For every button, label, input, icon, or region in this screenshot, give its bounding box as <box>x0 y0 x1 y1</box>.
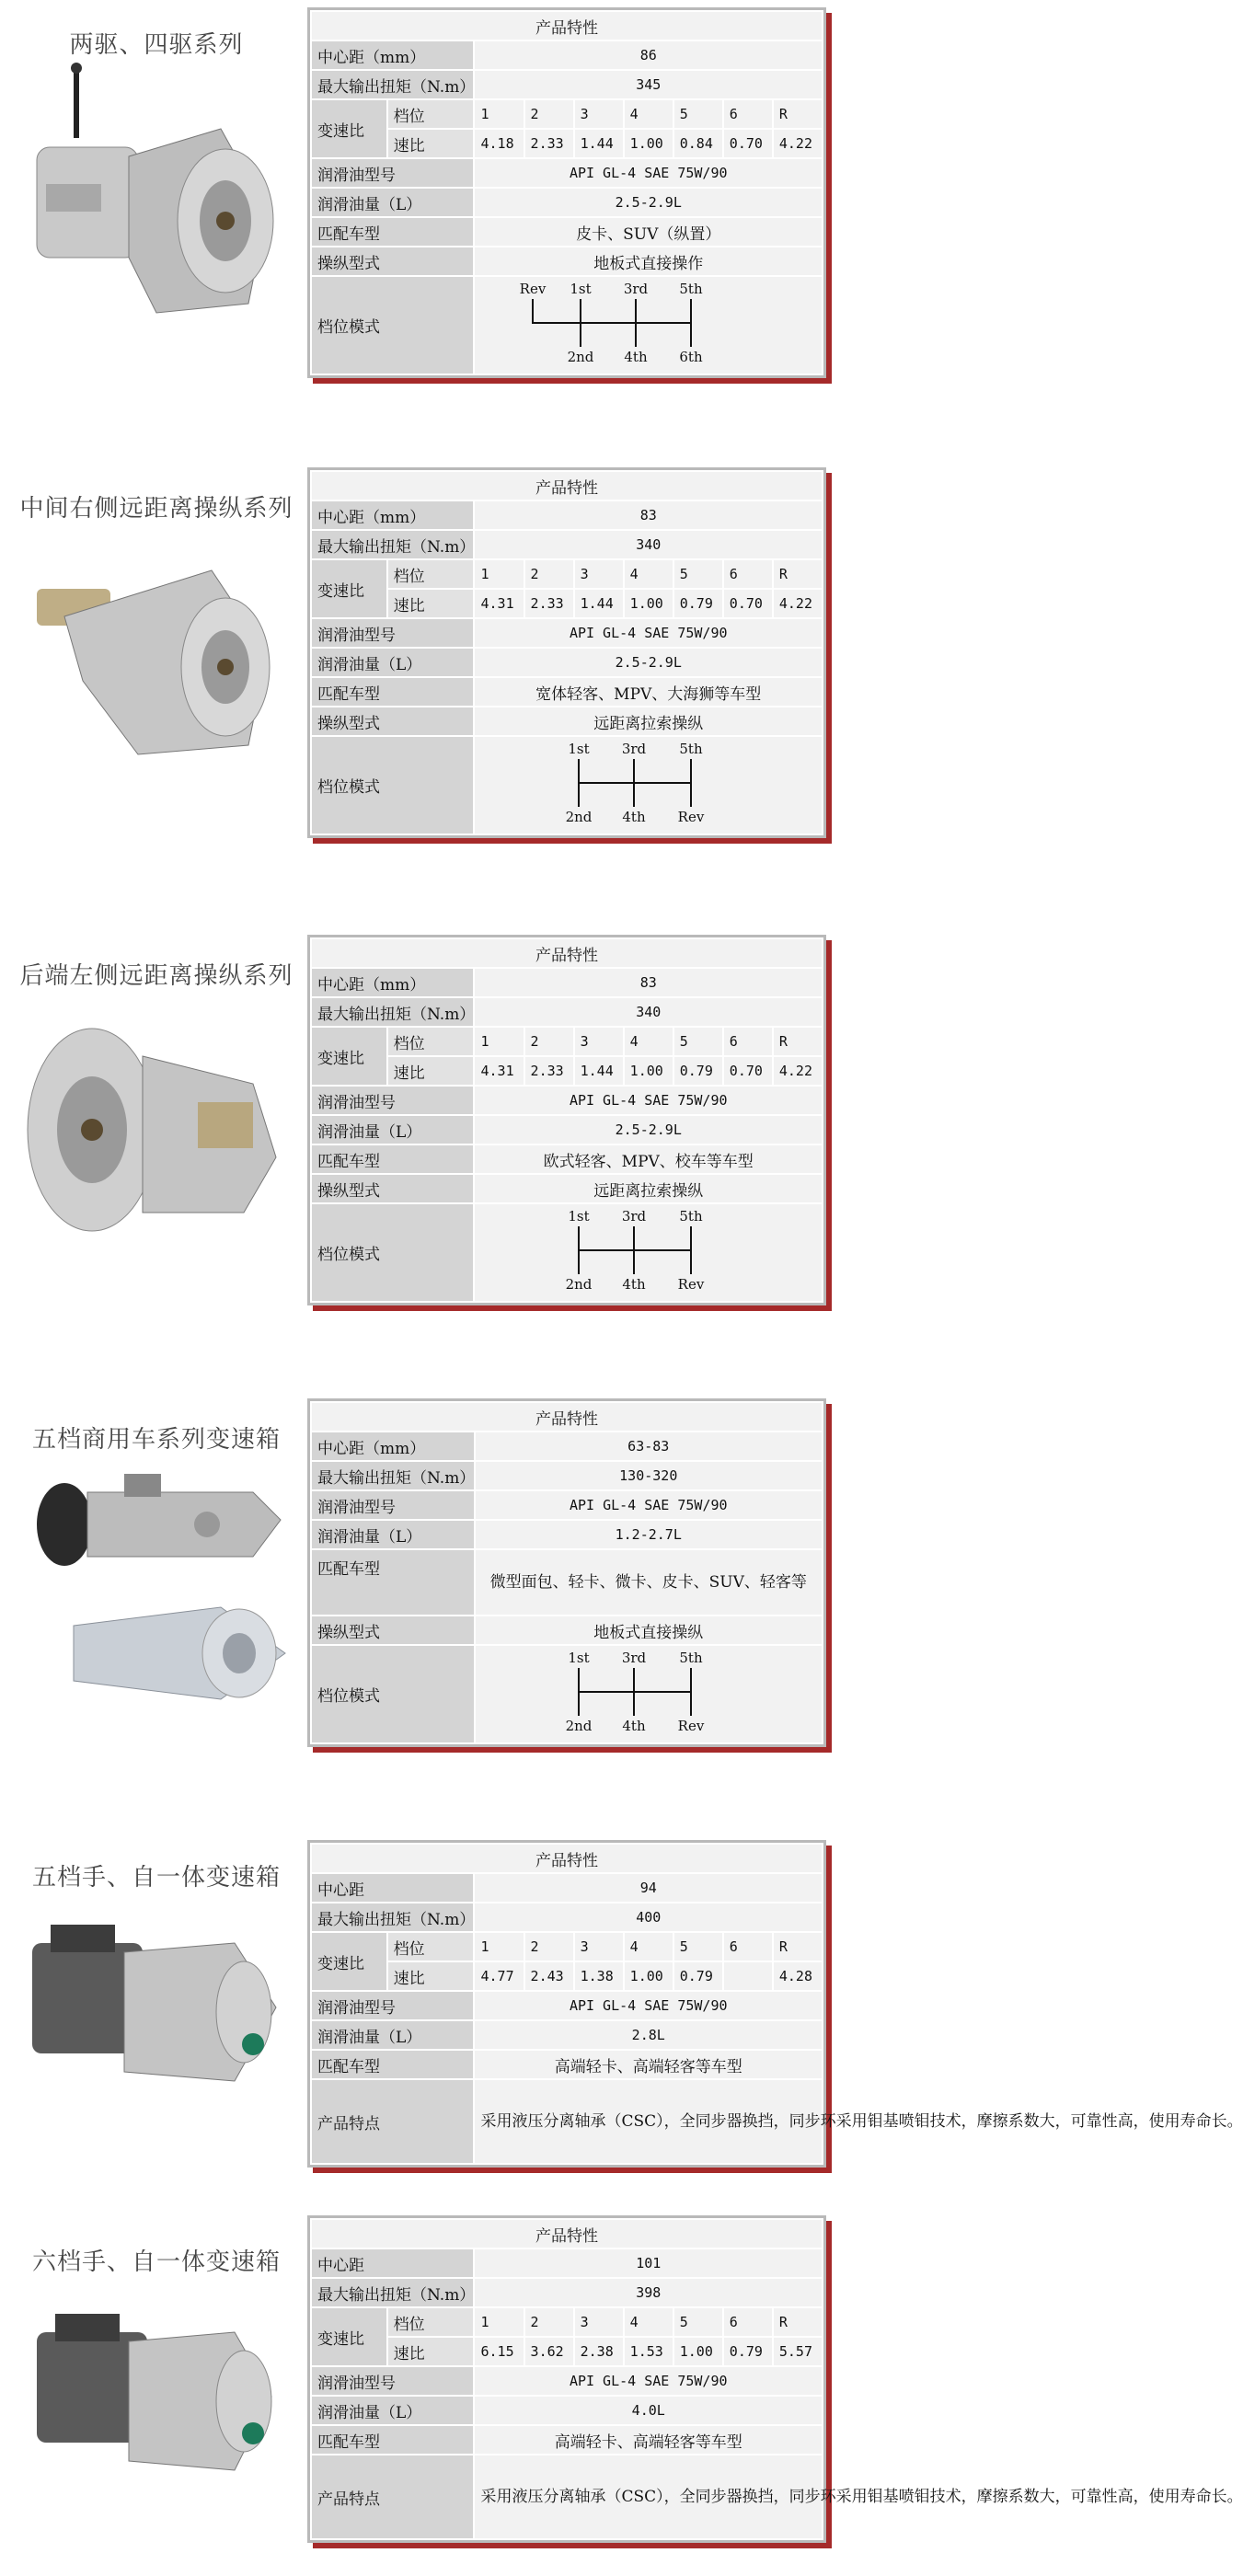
spec-table <box>307 467 826 838</box>
ratio-label: 变速比 <box>311 1932 387 1991</box>
row-value: 2.5-2.9L <box>474 1115 823 1144</box>
row-value: 2.5-2.9L <box>474 188 823 217</box>
transmission-photo <box>18 2295 285 2507</box>
row-label: 润滑油量（L） <box>311 1115 474 1144</box>
gear-1st-label: 1st <box>568 1650 590 1666</box>
gear-cell: 3 <box>574 1932 624 1961</box>
ratio-cell: 0.70 <box>723 129 773 158</box>
row-value: 83 <box>474 968 823 997</box>
row-value: 101 <box>474 2248 823 2278</box>
spec-table <box>307 1840 1243 2168</box>
gear-cell: R <box>773 99 823 129</box>
ratio-cell: 4.22 <box>773 129 823 158</box>
series-title: 五档商用车系列变速箱 <box>31 1426 281 1454</box>
row-label: 润滑油型号 <box>311 1086 474 1115</box>
ratio-cell: 1.00 <box>624 1961 673 1991</box>
feature-value: 采用液压分离轴承（CSC），全同步器换挡，同步环采用钼基喷钼技术，摩擦系数大，可靠性高，使用寿命长。 <box>474 2455 823 2539</box>
row-label: 操纵型式 <box>311 1174 474 1203</box>
ratio-cell: 1.38 <box>574 1961 624 1991</box>
ratio-cell: 1.44 <box>574 589 624 618</box>
gear-cell: 4 <box>624 2307 673 2337</box>
row-label: 匹配车型 <box>311 2425 474 2455</box>
gear-1st-label: 1st <box>568 741 590 757</box>
ratio-cell: 0.79 <box>673 1056 723 1086</box>
series-title: 中间右侧远距离操纵系列 <box>19 495 293 523</box>
row-label: 中心距（mm） <box>311 1432 475 1461</box>
ratio-cell <box>723 1961 773 1991</box>
ratio-cell: 2.33 <box>524 589 574 618</box>
series-title: 后端左侧远距离操纵系列 <box>19 962 293 990</box>
gear-3rd-label: 3rd <box>622 741 647 757</box>
table-header: 产品特性 <box>311 11 823 40</box>
ratio-label: 变速比 <box>311 559 387 618</box>
row-value: API GL-4 SAE 75W/90 <box>474 2366 823 2396</box>
feature-value: 采用液压分离轴承（CSC），全同步器换挡，同步环采用钼基喷钼技术，摩擦系数大，可靠性高，使用寿命长。 <box>474 2079 823 2164</box>
row-label: 润滑油量（L） <box>311 648 474 677</box>
gear-cell: 1 <box>474 99 524 129</box>
ratio-label: 变速比 <box>311 2307 387 2366</box>
gear-cell: R <box>773 559 823 589</box>
gear-3rd-label: 3rd <box>624 281 649 297</box>
gear-cell: 3 <box>574 99 624 129</box>
row-value: 微型面包、轻卡、微卡、皮卡、SUV、轻客等 <box>475 1549 823 1616</box>
shift-label: 档位模式 <box>311 1645 475 1743</box>
shift-pattern-cell <box>474 1203 823 1302</box>
row-value: 400 <box>474 1903 823 1932</box>
row-label: 匹配车型 <box>311 2050 474 2079</box>
row-value: 340 <box>474 997 823 1027</box>
gear-cell: 6 <box>723 99 773 129</box>
gear-5th-label: 5th <box>679 741 703 757</box>
row-label: 润滑油量（L） <box>311 188 474 217</box>
row-label: 最大输出扭矩（N.m） <box>311 1903 474 1932</box>
row-label: 最大输出扭矩（N.m） <box>311 1461 475 1490</box>
row-value: 宽体轻客、MPV、大海狮等车型 <box>474 677 823 707</box>
gear-label: 档位 <box>387 1932 475 1961</box>
transmission-photo <box>14 1906 290 2109</box>
row-value: 远距离拉索操纵 <box>474 707 823 736</box>
ratio-label: 变速比 <box>311 1027 387 1086</box>
gear-cell: R <box>773 1027 823 1056</box>
gear-1st-label: 1st <box>568 1208 590 1225</box>
spec-table <box>307 935 826 1305</box>
gear-5th-label: 5th <box>679 1208 703 1225</box>
shift-label: 档位模式 <box>311 276 474 374</box>
ratio-cell: 1.00 <box>624 589 673 618</box>
gear-3rd-label: 3rd <box>622 1650 647 1666</box>
ratio-cell: 4.22 <box>773 1056 823 1086</box>
gear-label: 档位 <box>387 1027 475 1056</box>
gear-cell: 3 <box>574 559 624 589</box>
gear-cell: 5 <box>673 1027 723 1056</box>
table-header: 产品特性 <box>311 471 823 500</box>
row-value: 远距离拉索操纵 <box>474 1174 823 1203</box>
gear-rev-label: Rev <box>677 1718 705 1734</box>
ratio-cell: 0.70 <box>723 1056 773 1086</box>
table-header: 产品特性 <box>311 938 823 968</box>
row-value: 1.2-2.7L <box>475 1520 823 1549</box>
gear-4th-label: 4th <box>622 809 646 825</box>
row-value: API GL-4 SAE 75W/90 <box>474 158 823 188</box>
shift-pattern-cell <box>474 276 823 374</box>
gear-rev-label: Rev <box>519 281 547 297</box>
row-label: 操纵型式 <box>311 1616 475 1645</box>
ratio-cell: 4.31 <box>474 1056 524 1086</box>
gear-cell: 4 <box>624 1932 673 1961</box>
row-value: 83 <box>474 500 823 530</box>
ratio-cell: 0.79 <box>723 2337 773 2366</box>
product-section-4 <box>0 1391 828 1823</box>
gear-5th-label: 5th <box>679 281 703 297</box>
series-title: 两驱、四驱系列 <box>69 31 244 59</box>
ratio-cell: 1.44 <box>574 129 624 158</box>
ratio-cell: 4.22 <box>773 589 823 618</box>
gear-cell: 6 <box>723 1932 773 1961</box>
gear-6th-label: 6th <box>679 349 703 365</box>
gear-cell: 2 <box>524 2307 574 2337</box>
speed-label: 速比 <box>387 589 475 618</box>
gear-cell: 5 <box>673 2307 723 2337</box>
gear-cell: 5 <box>673 559 723 589</box>
row-label: 匹配车型 <box>311 677 474 707</box>
ratio-cell: 5.57 <box>773 2337 823 2366</box>
row-value: 398 <box>474 2278 823 2307</box>
transmission-photo <box>23 1465 290 1584</box>
gear-cell: 6 <box>723 1027 773 1056</box>
gear-rev-label: Rev <box>677 809 705 825</box>
gear-cell: 2 <box>524 1027 574 1056</box>
row-value: 340 <box>474 530 823 559</box>
gear-5th-label: 5th <box>679 1650 703 1666</box>
row-value: 2.5-2.9L <box>474 648 823 677</box>
row-value: 2.8L <box>474 2020 823 2050</box>
gear-cell: 2 <box>524 1932 574 1961</box>
row-value: 94 <box>474 1873 823 1903</box>
gear-rev-label: Rev <box>677 1276 705 1293</box>
product-section-3 <box>0 927 828 1360</box>
row-label: 润滑油量（L） <box>311 2396 474 2425</box>
ratio-cell: 4.18 <box>474 129 524 158</box>
ratio-cell: 1.53 <box>624 2337 673 2366</box>
row-label: 中心距（mm） <box>311 968 474 997</box>
row-label: 匹配车型 <box>311 217 474 247</box>
row-value: API GL-4 SAE 75W/90 <box>474 1086 823 1115</box>
table-header: 产品特性 <box>311 1844 823 1873</box>
shift-pattern-cell <box>474 736 823 834</box>
gear-cell: R <box>773 2307 823 2337</box>
gear-label: 档位 <box>387 99 475 129</box>
transmission-photo <box>28 543 285 773</box>
ratio-cell: 4.28 <box>773 1961 823 1991</box>
transmission-photo <box>64 1589 294 1708</box>
gear-4th-label: 4th <box>624 349 648 365</box>
spec-table <box>307 2215 1243 2543</box>
ratio-cell: 3.62 <box>524 2337 574 2366</box>
row-value: 86 <box>474 40 823 70</box>
gear-cell: 1 <box>474 1932 524 1961</box>
shift-pattern-diagram <box>478 1204 819 1296</box>
series-title: 六档手、自一体变速箱 <box>31 2248 281 2276</box>
ratio-cell: 0.79 <box>673 1961 723 1991</box>
speed-label: 速比 <box>387 1961 475 1991</box>
row-value: 地板式直接操作 <box>474 247 823 276</box>
product-section-1 <box>0 0 828 432</box>
ratio-cell: 1.00 <box>673 2337 723 2366</box>
row-value: 地板式直接操纵 <box>475 1616 823 1645</box>
row-value: API GL-4 SAE 75W/90 <box>474 1991 823 2020</box>
gear-cell: 2 <box>524 99 574 129</box>
table-header: 产品特性 <box>311 1402 823 1432</box>
row-label: 操纵型式 <box>311 247 474 276</box>
gear-4th-label: 4th <box>622 1718 646 1734</box>
row-label: 中心距（mm） <box>311 500 474 530</box>
row-label: 最大输出扭矩（N.m） <box>311 530 474 559</box>
feature-label: 产品特点 <box>311 2079 474 2164</box>
gear-2nd-label: 2nd <box>567 349 594 365</box>
speed-label: 速比 <box>387 1056 475 1086</box>
transmission-photo <box>14 1001 290 1259</box>
row-label: 中心距 <box>311 1873 474 1903</box>
gear-cell: 5 <box>673 1932 723 1961</box>
row-label: 匹配车型 <box>311 1144 474 1174</box>
gear-cell: 6 <box>723 559 773 589</box>
row-value: 345 <box>474 70 823 99</box>
gear-cell: 3 <box>574 1027 624 1056</box>
row-value: 高端轻卡、高端轻客等车型 <box>474 2050 823 2079</box>
ratio-cell: 6.15 <box>474 2337 524 2366</box>
row-value: API GL-4 SAE 75W/90 <box>475 1490 823 1520</box>
ratio-label: 变速比 <box>311 99 387 158</box>
gear-2nd-label: 2nd <box>565 809 593 825</box>
gear-label: 档位 <box>387 2307 475 2337</box>
shift-pattern-diagram <box>478 277 819 369</box>
row-value: 4.0L <box>474 2396 823 2425</box>
shift-pattern-cell <box>475 1645 823 1743</box>
shift-pattern-diagram <box>478 1646 819 1738</box>
ratio-cell: 2.33 <box>524 1056 574 1086</box>
row-label: 匹配车型 <box>311 1549 475 1616</box>
gear-2nd-label: 2nd <box>565 1718 593 1734</box>
gear-cell: 4 <box>624 559 673 589</box>
ratio-cell: 4.77 <box>474 1961 524 1991</box>
feature-label: 产品特点 <box>311 2455 474 2539</box>
spec-table <box>307 1398 826 1747</box>
row-value: API GL-4 SAE 75W/90 <box>474 618 823 648</box>
series-title: 五档手、自一体变速箱 <box>31 1864 281 1892</box>
row-label: 最大输出扭矩（N.m） <box>311 997 474 1027</box>
shift-label: 档位模式 <box>311 1203 474 1302</box>
row-label: 润滑油型号 <box>311 158 474 188</box>
row-label: 润滑油量（L） <box>311 1520 475 1549</box>
row-label: 最大输出扭矩（N.m） <box>311 2278 474 2307</box>
table-header: 产品特性 <box>311 2219 823 2248</box>
row-label: 中心距 <box>311 2248 474 2278</box>
gear-cell: 5 <box>673 99 723 129</box>
row-label: 润滑油型号 <box>311 1991 474 2020</box>
transmission-photo <box>18 64 294 368</box>
gear-cell: 6 <box>723 2307 773 2337</box>
ratio-cell: 0.70 <box>723 589 773 618</box>
gear-cell: 1 <box>474 559 524 589</box>
gear-cell: R <box>773 1932 823 1961</box>
gear-cell: 1 <box>474 2307 524 2337</box>
gear-cell: 2 <box>524 559 574 589</box>
shift-label: 档位模式 <box>311 736 474 834</box>
row-label: 操纵型式 <box>311 707 474 736</box>
gear-4th-label: 4th <box>622 1276 646 1293</box>
row-label: 润滑油型号 <box>311 1490 475 1520</box>
row-value: 皮卡、SUV（纵置） <box>474 217 823 247</box>
row-label: 润滑油型号 <box>311 618 474 648</box>
ratio-cell: 0.79 <box>673 589 723 618</box>
ratio-cell: 4.31 <box>474 589 524 618</box>
ratio-cell: 1.00 <box>624 129 673 158</box>
ratio-cell: 1.00 <box>624 1056 673 1086</box>
product-section-5 <box>0 1833 1243 2173</box>
ratio-cell: 2.38 <box>574 2337 624 2366</box>
row-value: 130-320 <box>475 1461 823 1490</box>
product-section-6 <box>0 2208 1243 2576</box>
row-label: 润滑油型号 <box>311 2366 474 2396</box>
gear-1st-label: 1st <box>570 281 592 297</box>
row-value: 高端轻卡、高端轻客等车型 <box>474 2425 823 2455</box>
row-label: 中心距（mm） <box>311 40 474 70</box>
speed-label: 速比 <box>387 129 475 158</box>
gear-cell: 3 <box>574 2307 624 2337</box>
gear-label: 档位 <box>387 559 475 589</box>
shift-pattern-diagram <box>478 737 819 829</box>
row-label: 润滑油量（L） <box>311 2020 474 2050</box>
product-section-2 <box>0 460 828 892</box>
speed-label: 速比 <box>387 2337 475 2366</box>
gear-cell: 4 <box>624 99 673 129</box>
row-value: 63-83 <box>475 1432 823 1461</box>
row-label: 最大输出扭矩（N.m） <box>311 70 474 99</box>
ratio-cell: 0.84 <box>673 129 723 158</box>
ratio-cell: 2.33 <box>524 129 574 158</box>
row-value: 欧式轻客、MPV、校车等车型 <box>474 1144 823 1174</box>
gear-3rd-label: 3rd <box>622 1208 647 1225</box>
ratio-cell: 2.43 <box>524 1961 574 1991</box>
gear-2nd-label: 2nd <box>565 1276 593 1293</box>
gear-cell: 4 <box>624 1027 673 1056</box>
gear-cell: 1 <box>474 1027 524 1056</box>
ratio-cell: 1.44 <box>574 1056 624 1086</box>
spec-table <box>307 7 826 378</box>
